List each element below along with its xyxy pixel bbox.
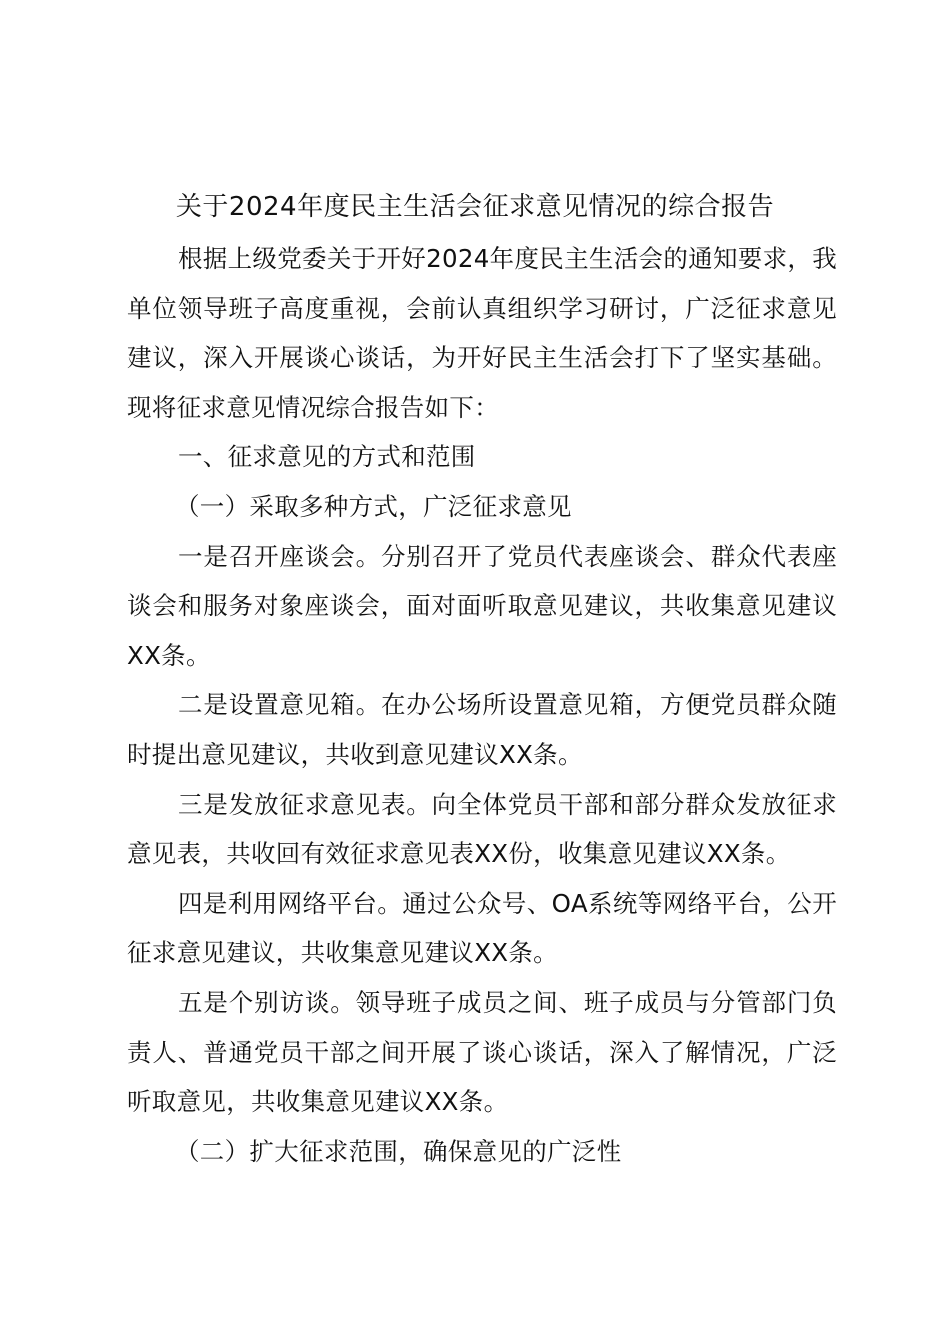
subsection-heading-2: （二）扩大征求范围，确保意见的广泛性 (175, 1136, 622, 1166)
intro-paragraph: 根据上级党委关于开好2024年度民主生活会的通知要求，我单位领导班子高度重视，会前认真组织学习研讨，广泛征求意见建议，深入开展谈心谈话，为开好民主生活会打下了坚实基础。现将征求意见情况综合报告如下： (127, 244, 837, 422)
document-body (127, 234, 837, 1176)
method-paragraph-1: 一是召开座谈会。分别召开了党员代表座谈会、群众代表座谈会和服务对象座谈会，面对面听取意见建议，共收集意见建议XX条。 (127, 541, 837, 670)
method-paragraph-3: 三是发放征求意见表。向全体党员干部和部分群众发放征求意见表，共收回有效征求意见表XX份，收集意见建议XX条。 (127, 789, 837, 869)
method-paragraph-2: 二是设置意见箱。在办公场所设置意见箱，方便党员群众随时提出意见建议，共收到意见建议XX条。 (127, 690, 837, 769)
subsection-heading-1: （一）采取多种方式，广泛征求意见 (175, 491, 572, 521)
document-title: 关于2024年度民主生活会征求意见情况的综合报告 (175, 192, 775, 222)
section-heading-1: 一、征求意见的方式和范围 (178, 442, 476, 472)
method-paragraph-4: 四是利用网络平台。通过公众号、OA系统等网络平台，公开征求意见建议，共收集意见建议XX条。 (127, 888, 837, 968)
method-paragraph-5: 五是个别访谈。领导班子成员之间、班子成员与分管部门负责人、普通党员干部之间开展了谈心谈话，深入了解情况，广泛听取意见，共收集意见建议XX条。 (127, 987, 837, 1117)
